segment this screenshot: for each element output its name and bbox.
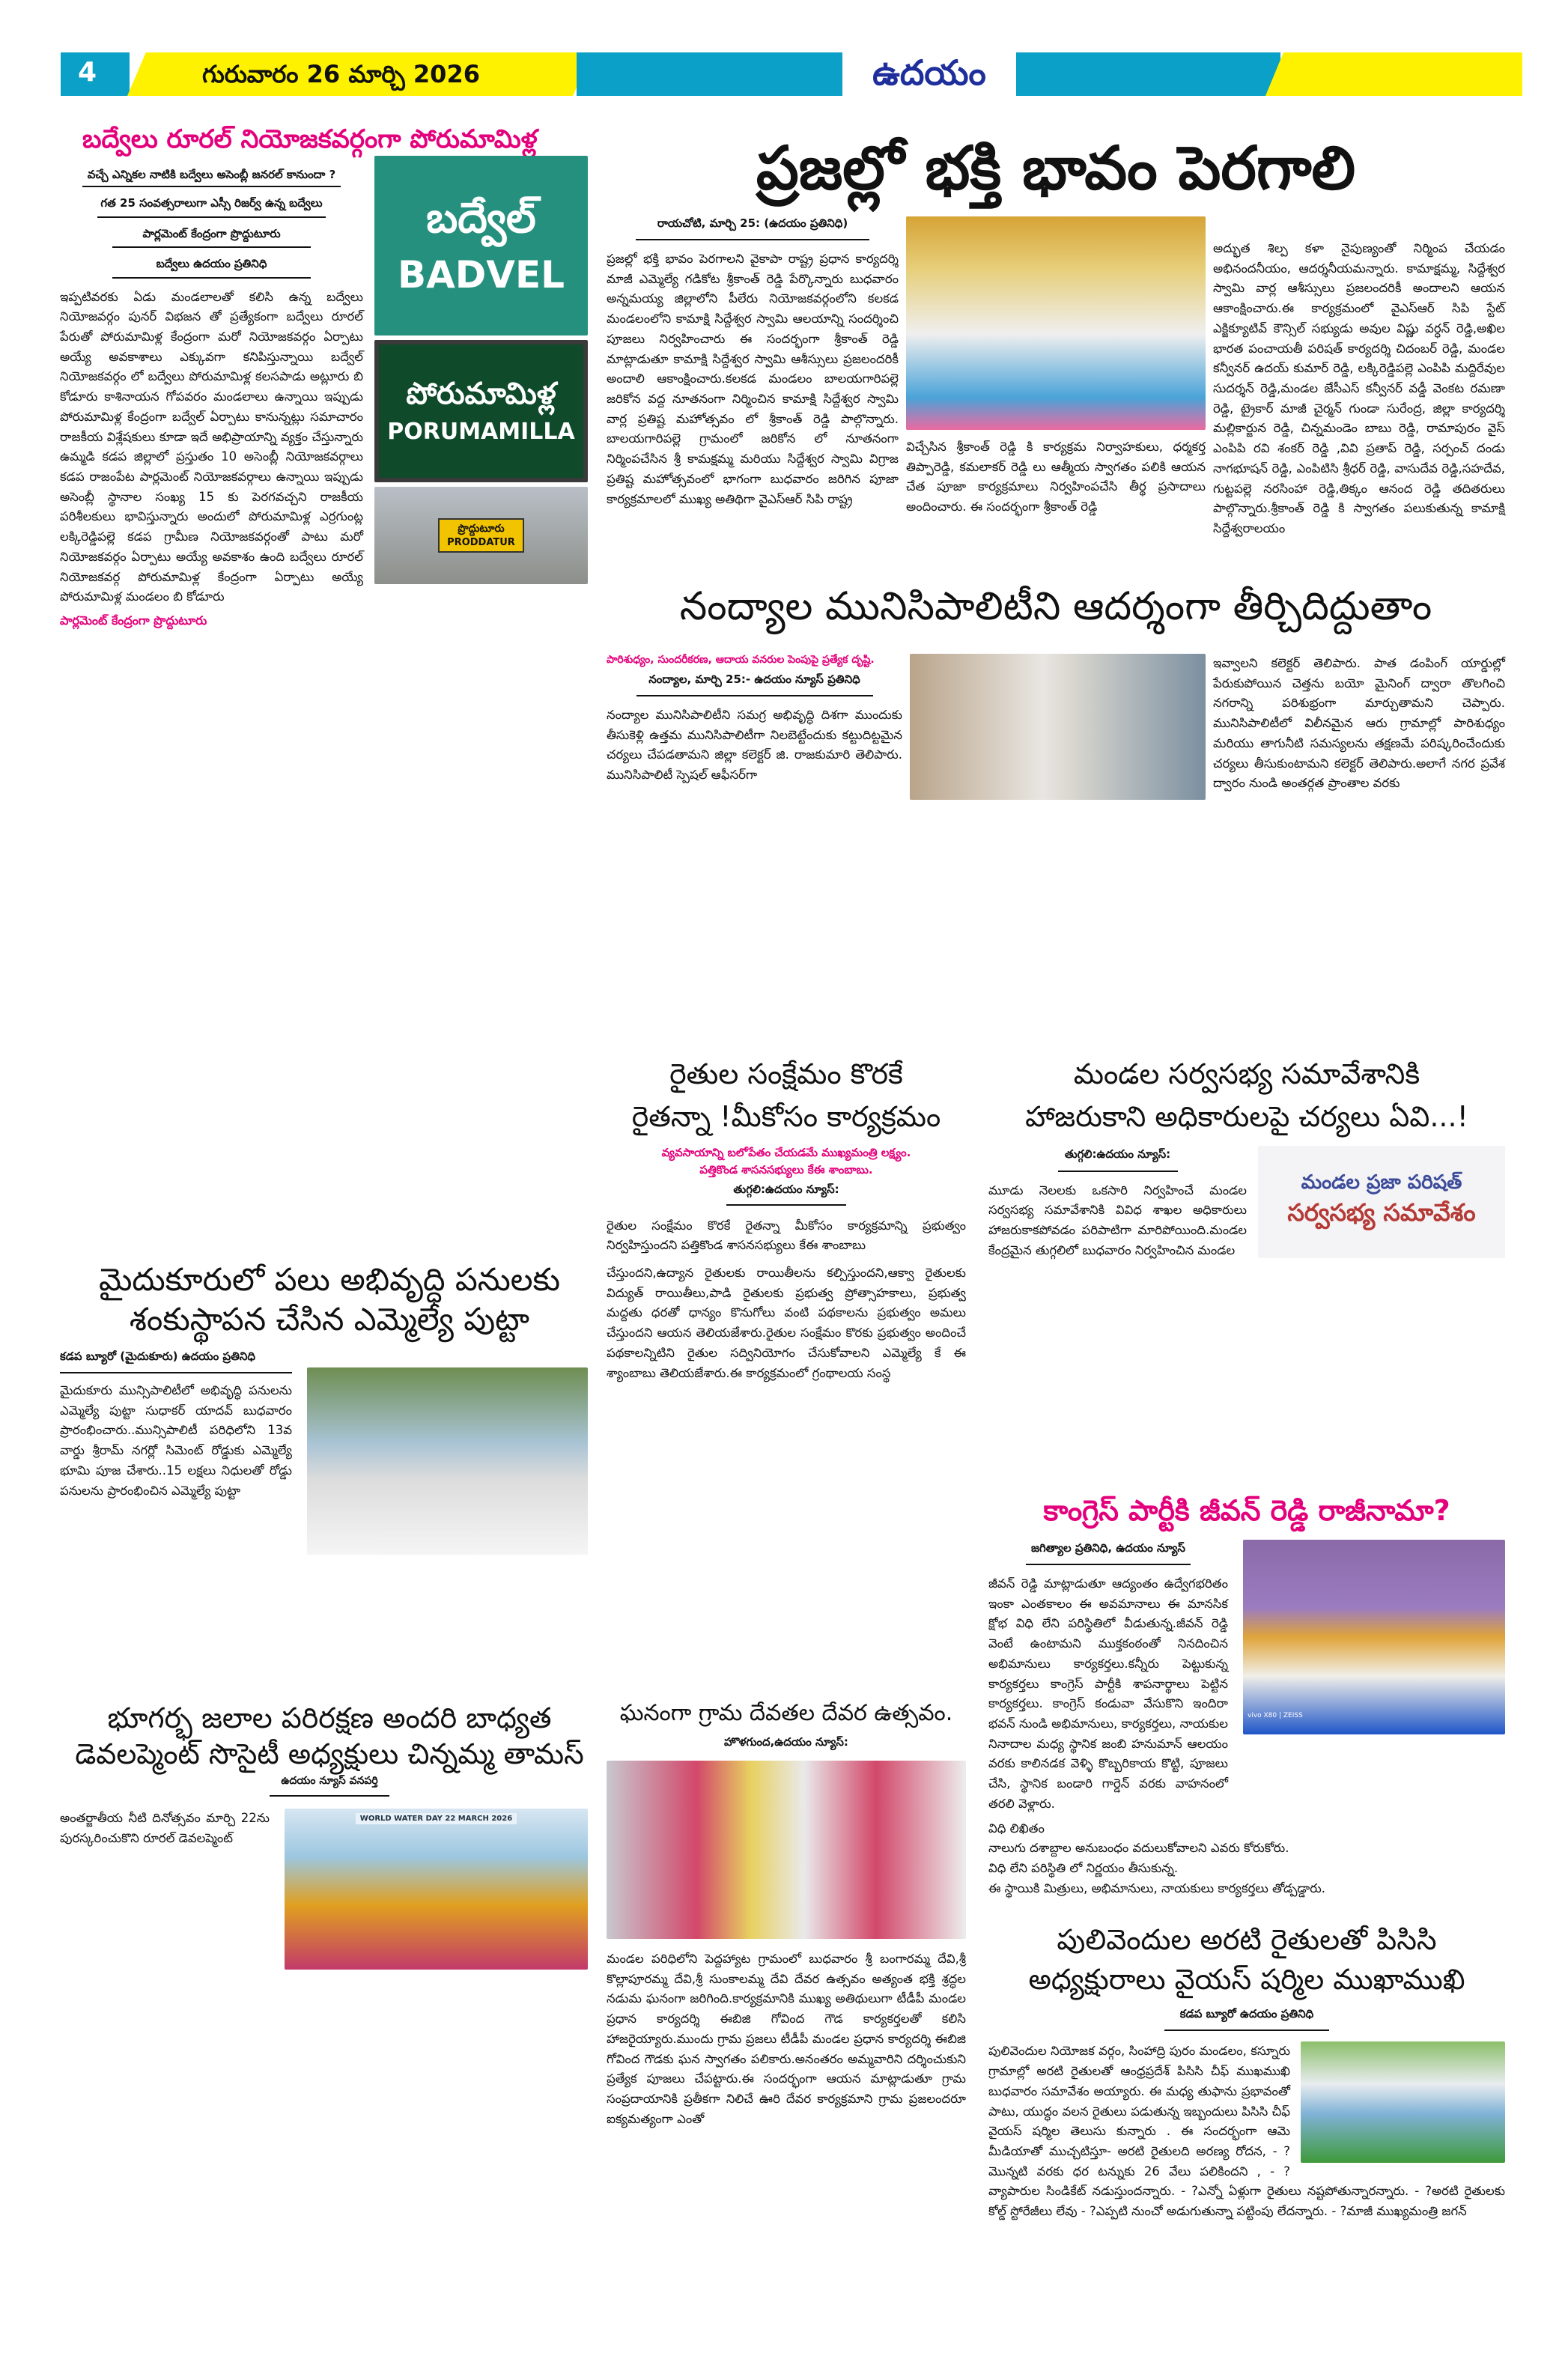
headline-line: మైదుకూరులో పలు అభివృద్ధి పనులకు: [99, 1261, 560, 1298]
headline-line: అధ్యక్షురాలు వైయస్ షర్మిల ముఖాముఖి: [1028, 1962, 1465, 1996]
headline-line: రైతుల సంక్షేమం కొరకే: [669, 1057, 903, 1090]
sarvasabhya-banner-photo: [1258, 1146, 1505, 1258]
banana-farmers-photo: [1301, 2041, 1505, 2163]
bhugarbha-layout: [60, 1809, 599, 1970]
masthead-right-band: [1265, 52, 1522, 96]
subhead: వచ్చే ఎన్నికల నాటికి బద్వేలు అసెంబ్లీ జనరల్ కానుందా ?: [82, 163, 341, 188]
article-body-col3: ఇవ్వాలని కలెక్టర్ తెలిపారు. పాత డంపింగ్ యార్డుల్లో పేరుకుపోయిన చెత్తను బయో మైనింగ్ ద్వారా తొలగించి నగరాన్ని పరిశుభ్రంగా మార్చుతామని చెప్పారు. మునిసిపాలిటీలో విలీనమైన ఆరు గ్రామాల్లో పారిశుధ్యం మరియు తాగునీటి సమస్యలను తక్షణమే పరిష్కరించేందుకు చర్యలు తీసుకుంటామని కలెక్టర్ తెలిపారు.అలాగే నగర ప్రవేశ ద్వారం నుండి అంతర్గత ప్రాంతాల వరకు: [1213, 656, 1505, 791]
congress-text: [988, 1540, 1228, 1815]
headline-ghananga: ఘనంగా గ్రామ దేవతల దేవర ఉత్సవం.: [619, 1700, 953, 1726]
dateline: కడప బ్యూరో ఉదయం ప్రతినిధి: [1164, 2006, 1329, 2032]
bhakti-col2: [906, 216, 1206, 517]
left-column: [60, 124, 599, 1991]
porumamilla-subheads: [82, 163, 341, 279]
porumamilla-text: [60, 163, 363, 631]
headline-raitula: [607, 1053, 966, 1138]
headline-pulivendula: [988, 1920, 1505, 2000]
article-body-col1: నంద్యాల మునిసిపాలిటీని సమగ్ర అభివృద్ధి దిశగా ముందుకు తీసుకెళ్లి ఉత్తమ మునిసిపాలిటీగా నిలబెట్టేందుకు కట్టుదిట్టమైన చర్యలు చేపడతామని జిల్లా కలెక్టర్ జి. రాజకుమారి తెలిపారు. మునిసిపాలిటీ స్పెషల్ ఆఫీసర్‌గా: [607, 708, 902, 783]
issue-date: గురువారం 26 మార్చి 2026: [202, 60, 480, 88]
headline-bhakti: ప్రజల్లో భక్తి భావం పెరగాలి: [756, 133, 1356, 203]
headline-line: హాజరుకాని అధికారులపై చర్యలు ఏవి...!: [1025, 1100, 1468, 1133]
lower-right-subcolumn: [988, 1053, 1505, 2243]
headline-line: పులివెందుల అరటి రైతులతో పిసిసి: [1057, 1922, 1437, 1956]
headline-mydukur: [60, 1260, 599, 1339]
mydukur-layout: [60, 1350, 599, 1555]
article-body: [607, 1216, 966, 1256]
article-body-col2: విచ్చేసిన శ్రీకాంత్ రెడ్డి కి కార్యక్రమ నిర్వాహకులు, ధర్మకర్త తిప్పారెడ్డి, కమలాకర్ రెడ్డి లు ఆత్మీయ స్వాగతం పలికి ఆయన చేత పూజా కార్యక్రమాలు నిర్వహింపచేసి తీర్థ ప్రసాదాలు అందించారు. ఈ సందర్భంగా శ్రీకాంత్ రెడ్డి: [906, 440, 1206, 514]
article-body-continued: చేస్తుందని,ఉద్యాన రైతులకు రాయితీలను కల్పిస్తుందని,ఆక్వా రైతులకు విద్యుత్ రాయితీలు,పాడి రైతులకు ప్రభుత్వ ప్రోత్సాహకాలు, ప్రభుత్వ మద్దతు ధరతో ధాన్యం కొనుగోలు వంటి పథకాలను ప్రభుత్వం అమలు చేస్తుందని ఆయన తెలియజేశారు.రైతుల సంక్షేమం కొరకు ప్రభుత్వం అందించే పథకాలన్నిటిని రైతుల సద్వినియోగం చేసుకోవాలని ఎమ్మెల్యే కే ఈ శ్యాంబాబు తెలియజేశారు.ఈ కార్యక్రమంలో గ్రంథాలయ సంస్థ: [607, 1265, 966, 1380]
poster-text: WORLD WATER DAY 22 MARCH 2026: [356, 1813, 517, 1824]
article-bhakti: [607, 131, 1505, 562]
article-ghananga: [607, 1699, 966, 2129]
headline-bhugarbha: [60, 1701, 599, 1772]
headline-nandyala: నంద్యాల మునిసిపాలిటీని ఆదర్శంగా తీర్చిదిద్దుతాం: [679, 584, 1432, 629]
bhakti-layout: [607, 216, 1505, 539]
dateline: జగిత్యాల ప్రతినిధి, ఉదయం న్యూస్: [1026, 1540, 1191, 1566]
article-body: మండల పరిధిలోని పెద్దహ్యాట గ్రామంలో బుధవారం శ్రీ బంగారమ్మ దేవి,శ్రీ కొల్లాపూరమ్మ దేవి,శ్రీ సుంకాలమ్మ దేవి దేవర ఉత్సవం అత్యంత భక్తి శ్రద్ధల నడుమ ఘనంగా జరిగింది.కార్యక్రమానికి ముఖ్య అతిథులుగా టీడీపీ మండల ప్రధాన కార్యదర్శి ఈబిజి గోవింద గౌడ కార్యకర్తలతో కలిసి హాజరైయ్యారు.ముందు గ్రామ ప్రజలు టీడీపీ మండల ప్రధాన కార్యదర్శి ఈబిజి గోవింద గౌడకు ఘన స్వాగతం పలికారు.అనంతరం అమ్మవారిని దర్శించుకుని ప్రత్యేక పూజలు చేపట్టారు.ఈ సందర్భంగా ఆయన మాట్లాడుతూ గ్రామ సంప్రదాయానికి ప్రతీకగా నిలిచే ఊరి దేవర కార్యక్రమాని గ్రామ ప్రజలందరూ ఐక్యమత్యంగా ఎంతో: [607, 1952, 966, 2126]
article-raitula: [607, 1053, 966, 1678]
headline-line: శంకుస్థాపన చేసిన ఎమ్మెల్యే పుట్టా: [129, 1300, 530, 1338]
dateline: హొళగుంద,ఉదయం న్యూస్:: [724, 1734, 848, 1749]
article-porumamilla: [60, 124, 599, 1239]
subhead: పత్తికొండ శాసనసభ్యులు కేఈ శాంబాబు.: [699, 1162, 873, 1177]
article-congress: [988, 1493, 1505, 1899]
closing-lines: [988, 1819, 1505, 1899]
jeevan-reddy-meeting-photo: [1243, 1540, 1505, 1734]
article-pulivendula: [988, 1920, 1505, 2222]
mandala-text: [988, 1146, 1247, 1260]
mydukur-text: [60, 1350, 292, 1501]
article-body-col1: ప్రజల్లో భక్తి భావం పెరగాలని వైకాపా రాష్ట్ర ప్రధాన కార్యదర్శి మాజీ ఎమ్మెల్యే గడికోట శ్రీకాంత్ రెడ్డి పేర్కొన్నారు బుధవారం అన్నమయ్య జిల్లాలోని పీలేరు నియోజకవర్గంలోని కలకడ మండలంలోని కామాక్షి సిద్దేశ్వర స్వామి ఆలయాన్ని సందర్శించి పూజలు నిర్వహించారు ఈ సందర్భంగా శ్రీకాంత్ రెడ్డి మాట్లాడుతూ కామాక్షి సిద్దేశ్వర స్వామి ఆశీస్సులు ప్రజలందరికీ అందాలి ఆకాంక్షించారు.కలకడ మండలం బాలయగారిపల్లె జరికోన వద్ద నూతనంగా నిర్మించిన కామాక్షి సిద్దేశ్వర స్వామి వార్ల ప్రతిష్ట మహోత్సవం లో శ్రీకాంత్ రెడ్డి పాల్గొన్నారు. బాలయగారిపల్లె గ్రామంలో జరికోన లో నూతనంగా నిర్మింపచేసిన శ్రీ కామక్షమ్మ మరియు సిద్దేశ్వర స్వామి విగ్రాజ ప్రతిష్ట మహోత్సవంలో భాగంగా బుధవారం జరిగిన పూజా కార్యక్రమాలలో ముఖ్య అతిథిగా వైఎస్ఆర్ సిపి రాష్ట్ర: [607, 252, 899, 506]
logo-text: ఉదయం: [872, 52, 986, 93]
lower-right-section: [607, 1053, 1505, 2243]
bhakti-col1: [607, 216, 899, 509]
village-deity-festival-photo: [607, 1761, 966, 1939]
headline-line: మండల సర్వసభ్య సమావేశానికి: [1073, 1057, 1420, 1090]
section-heading: పార్లమెంట్ కేంద్రంగా ప్రొద్దుటూరు: [60, 613, 207, 628]
raitula-subs: [607, 1144, 966, 1206]
badvel-sign-photo: [374, 156, 588, 336]
porumamilla-sign-photo: [374, 340, 588, 482]
porumamilla-photos: [374, 156, 588, 584]
dateline: తుగ్గలి:ఉదయం న్యూస్:: [1058, 1146, 1178, 1172]
sign-text: పోరుమామిళ్ల: [406, 377, 556, 411]
headline: బద్వేలు రూరల్ నియోజకవర్గంగా పోరుమామిళ్ల: [82, 124, 538, 154]
headline-mandala: [988, 1053, 1505, 1138]
sign-text: బద్వేల్: [426, 194, 536, 243]
dateline: రాయచోటి, మార్చి 25: (ఉదయం ప్రతినిధి): [636, 216, 869, 240]
porumamilla-layout: [60, 163, 599, 631]
subhead: గత 25 సంవత్సరాలుగా ఎస్సీ రిజర్వ్ ఉన్న బద్వేలు: [97, 187, 326, 218]
mydukur-photo: [307, 1367, 588, 1555]
banner-text: మండల ప్రజా పరిషత్: [1301, 1171, 1462, 1194]
article-mandala: [988, 1053, 1505, 1472]
proddatur-sign-photo: [374, 487, 588, 584]
headline-congress: కాంగ్రెస్ పార్టీకి జీవన్ రెడ్డి రాజీనామా?: [1043, 1494, 1450, 1527]
temple-visit-photo: [906, 216, 1206, 430]
article-bhugarbha: [60, 1701, 599, 1970]
dateline: తుగ్గలి:ఉదయం న్యూస్:: [726, 1181, 846, 1206]
line: విధి లిఖితం: [988, 1821, 1045, 1836]
nandyala-sub: పారిశుధ్యం, సుందరీకరణ, ఆదాయ వనరుల పెంపుపై ప్రత్యేక దృష్టి.: [607, 654, 875, 666]
line: ఈ స్థాయికి మిత్రులు, అభిమానులు, నాయకులు కార్యకర్తలు తోడ్పడ్డారు.: [988, 1880, 1325, 1895]
banner-text: సర్వసభ్య సమావేశం: [1287, 1198, 1476, 1227]
world-water-day-photo: [285, 1809, 588, 1970]
paragraph: రైతుల సంక్షేమం కొరకే రైతన్నా మీకోసం కార్యక్రమాన్ని ప్రభుత్వం నిర్వహిస్తుందని పత్తికొండ శాసనసభ్యులు కేఈ శాంబాబు: [607, 1218, 966, 1253]
masthead-logo: [842, 49, 1016, 109]
dateline: నంద్యాల, మార్చి 25:- ఉదయం న్యూస్ ప్రతినిధి: [636, 673, 873, 696]
dateline: ఉదయం న్యూస్ వనపర్తి: [270, 1772, 389, 1797]
collector-meeting-photo: [910, 654, 1206, 800]
line: విధి లేని పరిస్థితి లో నిర్ణయం తీసుకున్న.: [988, 1861, 1179, 1876]
sign-text: PORUMAMILLA: [387, 419, 575, 445]
article-body: మైదుకూరు మున్సిపాలిటీలో అభివృద్ధి పనులను ఎమ్మెల్యే పుట్టా సుధాకర్ యాదవ్ బుధవారం ప్రారంభించారు..మున్సిపాలిటీ పరిధిలోని 13వ వార్డు శ్రీరామ్ నగర్లో సిమెంట్ రోడ్డుకు ఎమ్మెల్యే భూమి పూజ చేశారు..15 లక్షలు నిధులతో రోడ్డు పనులను ప్రారంభించిన ఎమ్మెల్యే పుట్టా: [60, 1383, 292, 1498]
article-body: ఇప్పటివరకు ఏడు మండలాలతో కలిసి ఉన్న బద్వేలు నియోజవర్గం పునర్ విభజన తో ప్రత్యేకంగా బద్వేలు రూరల్ పేరుతో పోరుమామిళ్ల కేంద్రంగా మరో నియోజకవర్గం ఏర్పాటు అయ్యే అవకాశాలు ఎక్కువగా కనిపిస్తున్నాయి బద్వేల్ నియోజకవర్గం లో బద్వేలు పోరుమామిళ్ల కలసపాడు అట్లూరు బి కోడూరు కాశినాయన గోపవరం మండలాలు ఉన్నాయి ఇప్పుడు పోరుమామిళ్ల కేంద్రంగా బద్వేల్ ఏర్పాటు కానున్నట్లు సమాచారం రాజకీయ విశ్లేషకులు కూడా ఇదే అభిప్రాయాన్ని వ్యక్తం చేస్తున్నారు ఉమ్మడి కడప జిల్లాలో ప్రస్తుతం 10 అసెంబ్లీ నియోజకవర్గాలు కడప రాజంపేట పార్లమెంట్ నియోజకవర్గాలు ఉన్నాయి ఇప్పుడు అసెంబ్లీ స్థానాల సంఖ్య 15 కు పెరగవచ్చని రాజకీయ పరిశీలకులు భావిస్తున్నారు అందులో పోరుమామిళ్ల ఎర్రగుంట్ల లక్కిరెడ్డిపల్లె కడప గ్రామీణ నియోజకవర్గంతో పాటు మరో నియోజకవర్గం ఏర్పాటు అయ్యే అవకాశం ఉంది బద్వేలు రూరల్ నియోజకవర్గ పోరుమామిళ్ల కేంద్రంగా ఏర్పాటు అయ్యే పోరుమామిళ్ల మండలం బి కోడూరు: [60, 289, 363, 604]
nandyala-layout: [607, 654, 1505, 800]
article-body: అంతర్జాతీయ నీటి దినోత్సవం మార్చి 22ను పురస్కరించుకొని రూరల్ డెవలప్మెంట్: [60, 1811, 270, 1845]
sign-text: PRODDATUR: [447, 536, 515, 548]
article-body: [988, 2041, 1505, 2221]
subhead: పార్లమెంట్ కేంద్రంగా ప్రొద్దుటూరు: [112, 218, 311, 249]
proddatur-sign: [438, 518, 524, 553]
nandyala-col1: [607, 654, 902, 786]
article-text: పులివెందుల నియోజక వర్గం, సింహాద్రి పురం మండలం, కస్నూరు గ్రామాల్లో అరటి రైతులతో ఆంధ్రప్రదేశ్ పిసిసి చీఫ్ ముఖముఖి బుధవారం సమావేశం అయ్యారు. ఈ మధ్య తుఫాను ప్రభావంతో పాటు, యుద్ధం వలన రైతులు పడుతున్న ఇబ్బందులు పిసిసి చీఫ్ వైయస్ షర్మిల తెలుసు కున్నారు . ఈ సందర్భంగా ఆమె మీడియాతో ముచ్చటిస్తూ- అరటి రైతులది అరణ్య రోదన, - ?మొన్నటి వరకు ధర టన్నుకు 26 వేలు పలికిందని , - ?వ్యాపారుల సిండికేట్ నడుస్తుందన్నారు. - ?ఎన్నో ఏళ్లుగా రైతులు నష్టపోతున్నారన్నారు. - ?అరటి రైతులకు కోల్డ్ స్టోరేజీలు లేవు - ?ఎప్పటి నుంచో అడుగుతున్నా పట్టింపు లేదన్నారు. - ?మాజీ ముఖ్యమంత్రి జగన్: [988, 2044, 1505, 2219]
lower-left-subcolumn: [607, 1053, 966, 2243]
sign-text: BADVEL: [397, 253, 565, 297]
mandala-layout: [988, 1146, 1505, 1260]
line: నాలుగు దశాబ్దాల అనుబంధం వదులుకోవాలని ఎవరు కోరుకోరు.: [988, 1841, 1289, 1856]
article-body: జీవన్ రెడ్డి మాట్లాడుతూ ఆద్యంతం ఉద్వేగభరితం ఇంకా ఎంతకాలం ఈ అవమానాలు ఈ మానసిక క్షోభ విధి లేని పరిస్థితిలో వీడుతున్న.జీవన్ రెడ్డి వెంటే ఉంటామని ముక్తకంఠంతో నినదించిన అభిమానులు కార్యకర్తలు.కన్నీరు పెట్టుకున్న కార్యకర్తలు కాంగ్రెస్ పార్టీకి శాపనార్థాలు పెట్టిన కార్యకర్తలు. కాంగ్రెస్ కండువా వేసుకొని ఇందిరా భవన్ నుండి అభిమానులు, కార్యకర్తలు, నాయకుల నినాదాల మధ్య స్థానిక జంబి హనుమాన్ ఆలయం వరకు కాలినడక వెళ్ళి కొబ్బరికాయ కొట్టి, పూజలు చేసి, స్థానిక బండారి గార్డెన్ వరకు వాహనంలో తరలి వెళ్లారు.: [988, 1576, 1228, 1811]
congress-layout: [988, 1540, 1505, 1815]
dateline: బద్వేలు ఉదయం ప్రతినిధి: [112, 248, 311, 279]
article-nandyala: [607, 583, 1505, 1032]
camera-watermark: vivo X80 | ZEISS: [1248, 1711, 1303, 1719]
headline-line: భూగర్భ జలాల పరిరక్షణ అందరి బాధ్యత: [107, 1701, 552, 1734]
subhead: వ్యవసాయాన్ని బలోపేతం చేయడమే ముఖ్యమంత్రి లక్ష్యం.: [661, 1146, 911, 1159]
article-body: మూడు నెలలకు ఒకసారి నిర్వహించే మండల సర్వసభ్య సమావేశానికి వివిధ శాఖల అధికారులు హాజరుకాకపోవడం పరిపాటిగా మారిపోయింది.మండల కేంద్రమైన తుగ్గలిలో బుధవారం నిర్వహించిన మండల: [988, 1182, 1247, 1257]
dateline: కడప బ్యూరో (మైదుకూరు) ఉదయం ప్రతినిధి: [60, 1350, 292, 1373]
article-mydukur: [60, 1260, 599, 1680]
right-column: [607, 131, 1505, 2243]
article-body-col3: అద్భుత శిల్ప కళా నైపుణ్యంతో నిర్మింప చేయడం అభినందనీయం, ఆదర్శనీయమన్నారు. కామాక్షమ్మ, సిద్దేశ్వర స్వామి వార్ల ఆశీస్సులు ప్రజలందరికీ అందాలని ఆయన ఆకాంక్షించారు.ఈ కార్యక్రమంలో వైఎస్ఆర్ సిపి స్టేట్ ఎక్జిక్యూటివ్ కౌన్సిల్ సభ్యుడు అవుల విష్ణు వర్ధన్ రెడ్డి,అఖిల భారత పంచాయతీ పరిషత్ కార్యదర్శి చిదంబర్ రెడ్డి, మండల కన్వీనర్ ఉదయ్ కుమార్ రెడ్డి, లక్కిరెడ్డిపల్లె ఎంపిపి మద్దిరేవుల సుదర్శన్ రెడ్డి,మండల జేసీఎస్ కన్వీనర్ వడ్డీ వెంకట రమణా రెడ్డి, ట్రైకార్ మాజీ చైర్మన్ గుండా సురేంద్ర, జిల్లా కార్యదర్శి మల్లికార్జున రెడ్డి, చిన్నమండెం బాబు రెడ్డి, రామాపురం వైస్ ఎంపిపి రవి శంకర్ రెడ్డి ,వివి ప్రతాప్ రెడ్డి, సర్పంచ్ దండు నాగభూషన్ రెడ్డి, ఎంపిటిసి శ్రీధర్ రెడ్డి, వాసుదేవ రెడ్డి,సహదేవ, గుట్టపల్లె నరసింహా రెడ్డి,తిక్కం ఆనంద రెడ్డి తదితరులు పాల్గొన్నారు.శ్రీకాంత్ రెడ్డి కి స్వాగతం పలుకుతున్న కామాక్షి సిద్దేశ్వరాలయం: [1213, 241, 1505, 536]
headline-line: డెవలప్మెంట్ సొసైటీ అధ్యక్షులు చిన్నమ్మ తామస్: [75, 1737, 584, 1770]
sign-text: ప్రొద్దుటూరు: [458, 522, 505, 535]
headline-line: రైతన్నా !మీకోసం కార్యక్రమం: [631, 1100, 941, 1133]
page-number: 4: [78, 57, 97, 88]
